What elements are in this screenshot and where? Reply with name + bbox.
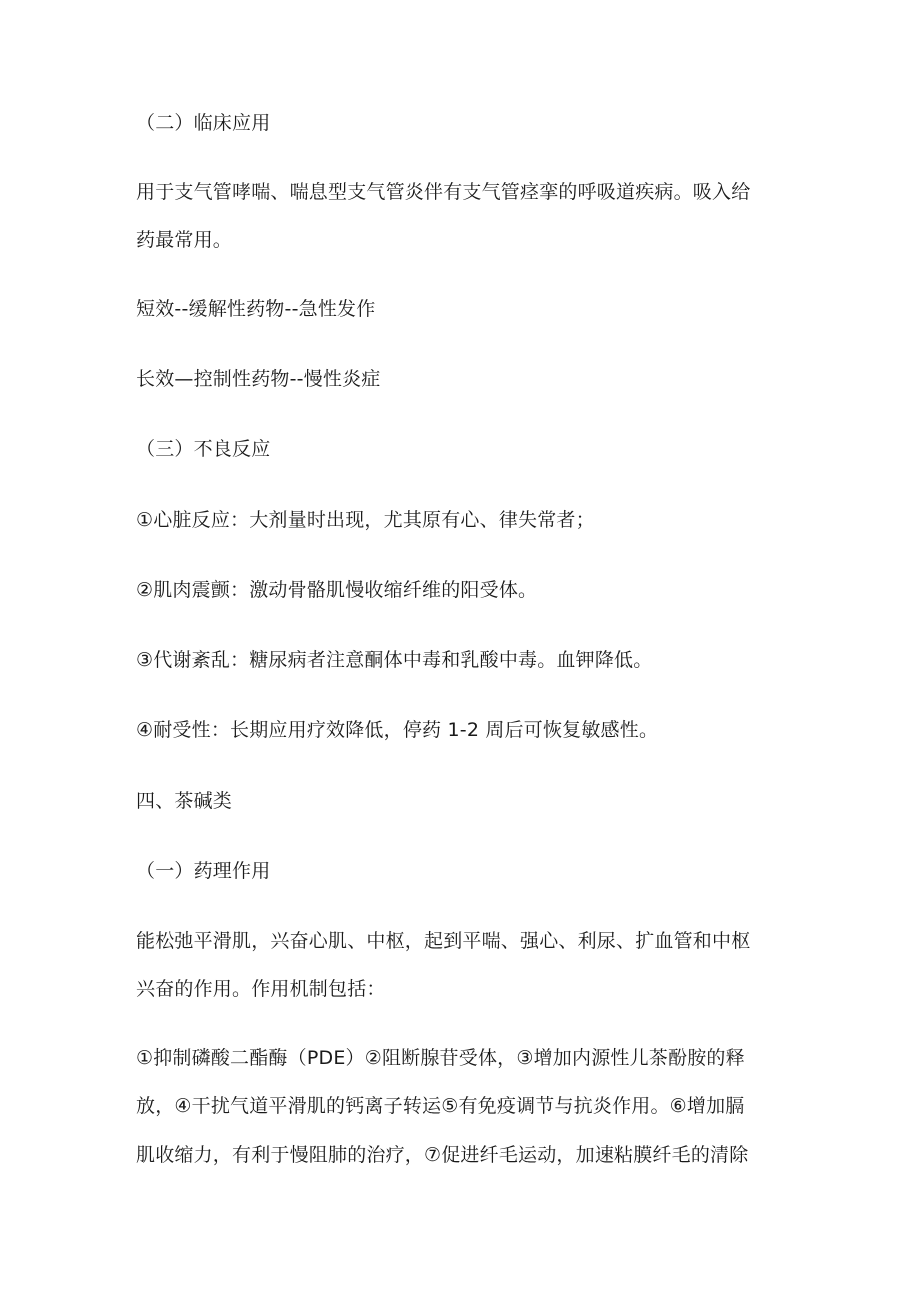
- list-item: ①心脏反应：大剂量时出现，尤其原有心、律失常者；: [136, 509, 595, 531]
- section-heading-pharmacology: （一）药理作用: [136, 860, 271, 882]
- paragraph-line: 药最常用。: [136, 229, 233, 251]
- paragraph-line: 长效—控制性药物--慢性炎症: [136, 368, 381, 390]
- paragraph-line: 能松弛平滑肌，兴奋心肌、中枢，起到平喘、强心、利尿、扩血管和中枢: [136, 930, 751, 952]
- paragraph-line: 兴奋的作用。作用机制包括：: [136, 978, 386, 1000]
- section-heading-adverse-reactions: （三）不良反应: [136, 438, 271, 460]
- section-heading-clinical-use: （二）临床应用: [136, 112, 271, 134]
- section-heading-theophylline: 四、茶碱类: [136, 790, 233, 812]
- list-item: ④耐受性：长期应用疗效降低，停药 1-2 周后可恢复敏感性。: [136, 719, 659, 741]
- paragraph-line: 放，④干扰气道平滑肌的钙离子转运⑤有免疫调节与抗炎作用。⑥增加膈: [136, 1095, 745, 1117]
- list-item: ②肌肉震颤：激动骨骼肌慢收缩纤维的阳受体。: [136, 579, 538, 601]
- paragraph-line: 短效--缓解性药物--急性发作: [136, 298, 376, 320]
- paragraph-line: 用于支气管哮喘、喘息型支气管炎伴有支气管痉挛的呼吸道疾病。吸入给: [136, 181, 751, 203]
- paragraph-line: ①抑制磷酸二酯酶（PDE）②阻断腺苷受体，③增加内源性儿茶酚胺的释: [136, 1047, 745, 1069]
- paragraph-line: 肌收缩力，有利于慢阻肺的治疗，⑦促进纤毛运动，加速粘膜纤毛的清除: [136, 1144, 749, 1166]
- list-item: ③代谢紊乱：糖尿病者注意酮体中毒和乳酸中毒。血钾降低。: [136, 649, 653, 671]
